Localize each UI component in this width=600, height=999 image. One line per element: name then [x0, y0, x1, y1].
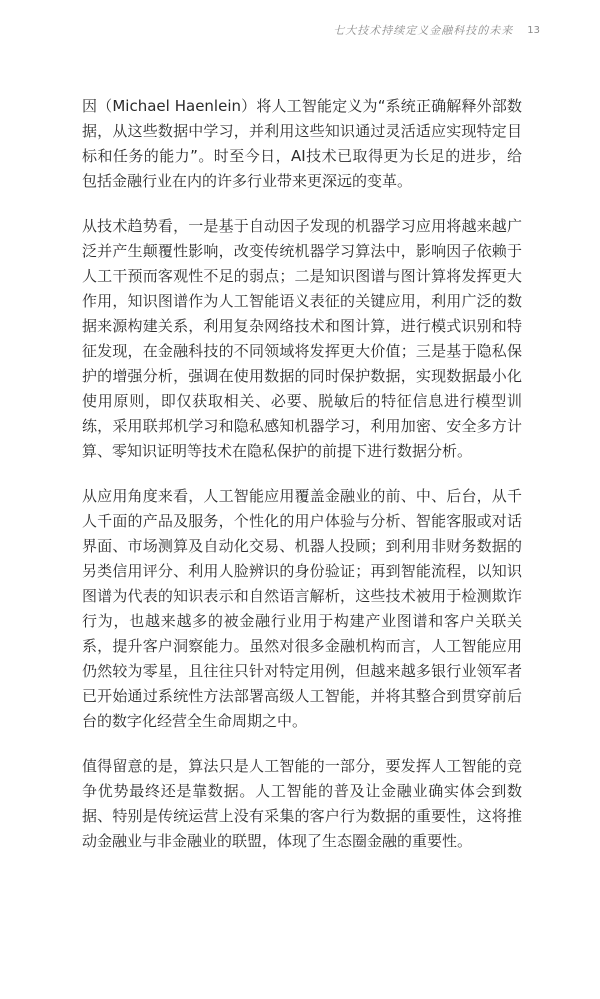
paragraph-4: 值得留意的是，算法只是人工智能的一部分，要发挥人工智能的竞争优势最终还是靠数据。人工智能的普及让金融业确实体会到数据、特别是传统运营上没有采集的客户行为数据的重要性，这将推动金融业与非金融业的联盟，体现了生态圈金融的重要性。: [82, 757, 522, 850]
paragraph-3: 从应用角度来看，人工智能应用覆盖金融业的前、中、后台，从千人千面的产品及服务，个性化的用户体验与分析、智能客服或对话界面、市场测算及自动化交易、机器人投顾；到利用非财务数据的另类信用评分、利用人脸辨识的身份验证；再到智能流程，以知识图谱为代表的知识表示和自然语言解析，这些技术被用于检测欺诈行为，也越来越多的被金融行业用于构建产业图谱和客户关联关系，提升客户洞察能力。虽然对很多金融机构而言，人工智能应用仍然较为零星，且往往只针对特定用例，但越来越多银行业领军者已开始通过系统性方法部署高级人工智能，并将其整合到贯穿前后台的数字化经营全生命周期之中。: [82, 487, 522, 730]
page-number: 13: [527, 24, 540, 36]
body-text: [82, 94, 522, 874]
page-header: [333, 22, 540, 38]
running-header-title: 七大技术持续定义金融科技的未来: [333, 24, 514, 37]
paragraph-2: 从技术趋势看，一是基于自动因子发现的机器学习应用将越来越广泛并产生颠覆性影响，改变传统机器学习算法中，影响因子依赖于人工干预而客观性不足的弱点；二是知识图谱与图计算将发挥更大作用，知识图谱作为人工智能语义表征的关键应用，利用广泛的数据来源构建关系，利用复杂网络技术和图计算，进行模式识别和特征发现，在金融科技的不同领域将发挥更大价值；三是基于隐私保护的增强分析，强调在使用数据的同时保护数据，实现数据最小化使用原则，即仅获取相关、必要、脱敏后的特征信息进行模型训练，采用联邦机学习和隐私感知机器学习，利用加密、安全多方计算、零知识证明等技术在隐私保护的前提下进行数据分析。: [82, 217, 522, 460]
paragraph-1: 因（Michael Haenlein）将人工智能定义为“系统正确解释外部数据，从这些数据中学习，并利用这些知识通过灵活适应实现特定目标和任务的能力”。时至今日，AI技术已取得更为长足的进步，给包括金融行业在内的许多行业带来更深远的变革。: [82, 97, 522, 190]
